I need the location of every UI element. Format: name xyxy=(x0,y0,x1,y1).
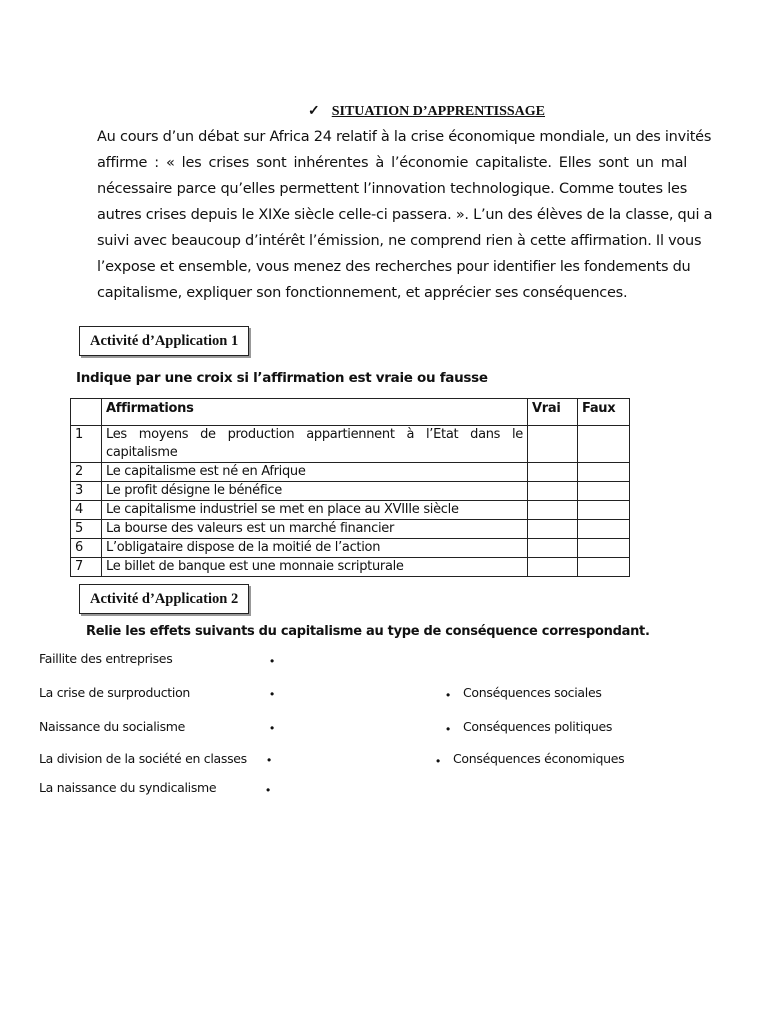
row-number: 1 xyxy=(71,426,102,463)
row-affirmation: Les moyens de production appartiennent à l’Etat dans le capitalisme xyxy=(102,426,528,463)
left-link-point[interactable]: • xyxy=(270,721,275,735)
effect-item: Naissance du socialisme xyxy=(39,719,186,734)
table-row xyxy=(71,501,630,520)
left-link-point[interactable]: • xyxy=(267,753,272,767)
paragraph-line: nécessaire parce qu’elles permettent l’innovation technologique. Comme toutes les xyxy=(97,181,687,197)
paragraph-line: affirme : « les crises sont inhérentes à l’économie capitaliste. Elles sont un mal xyxy=(97,155,687,171)
table-header-vrai: Vrai xyxy=(528,399,578,426)
row-number: 2 xyxy=(71,463,102,482)
row-affirmation: Le billet de banque est une monnaie scripturale xyxy=(102,558,528,577)
faux-cell[interactable] xyxy=(578,463,630,482)
right-link-point[interactable]: • xyxy=(436,754,441,768)
activity-1-instruction: Indique par une croix si l’affirmation est vraie ou fausse xyxy=(76,370,488,386)
activity-1-box: Activité d’Application 1 xyxy=(79,326,249,356)
row-number: 6 xyxy=(71,539,102,558)
table-row xyxy=(71,463,630,482)
activity-2-instruction: Relie les effets suivants du capitalisme au type de conséquence correspondant. xyxy=(86,624,650,639)
consequence-item: Conséquences sociales xyxy=(463,685,602,700)
vrai-cell[interactable] xyxy=(528,520,578,539)
row-affirmation: Le capitalisme industriel se met en place au XVIIIe siècle xyxy=(102,501,528,520)
table-header-num xyxy=(71,399,102,426)
check-icon: ✓ xyxy=(308,104,320,119)
vrai-cell[interactable] xyxy=(528,482,578,501)
effect-item: Faillite des entreprises xyxy=(39,651,173,666)
row-affirmation: La bourse des valeurs est un marché financier xyxy=(102,520,528,539)
effect-item: La naissance du syndicalisme xyxy=(39,780,217,795)
table-row xyxy=(71,520,630,539)
faux-cell[interactable] xyxy=(578,558,630,577)
activity-2-box: Activité d’Application 2 xyxy=(79,584,249,614)
row-affirmation: L’obligataire dispose de la moitié de l’action xyxy=(102,539,528,558)
table-header-affirmations: Affirmations xyxy=(102,399,528,426)
faux-cell[interactable] xyxy=(578,520,630,539)
table-header-faux: Faux xyxy=(578,399,630,426)
vrai-cell[interactable] xyxy=(528,558,578,577)
effect-item: La crise de surproduction xyxy=(39,685,191,700)
left-link-point[interactable]: • xyxy=(270,654,275,668)
row-number: 4 xyxy=(71,501,102,520)
row-number: 5 xyxy=(71,520,102,539)
vrai-cell[interactable] xyxy=(528,539,578,558)
table-row xyxy=(71,539,630,558)
row-affirmation: Le capitalisme est né en Afrique xyxy=(102,463,528,482)
section-title-text: SITUATION D’APPRENTISSAGE xyxy=(331,104,546,119)
paragraph-line: l’expose et ensemble, vous menez des recherches pour identifier les fondements du xyxy=(97,259,691,275)
situation-paragraph xyxy=(97,124,713,306)
row-number: 7 xyxy=(71,558,102,577)
faux-cell[interactable] xyxy=(578,501,630,520)
consequence-item: Conséquences politiques xyxy=(463,719,613,734)
consequence-item: Conséquences économiques xyxy=(453,751,625,766)
paragraph-line: capitalisme, expliquer son fonctionnement, et apprécier ses conséquences. xyxy=(97,285,628,301)
row-affirmation: Le profit désigne le bénéfice xyxy=(102,482,528,501)
table-row xyxy=(71,558,630,577)
row-number: 3 xyxy=(71,482,102,501)
paragraph-line: suivi avec beaucoup d’intérêt l’émission, ne comprend rien à cette affirmation. Il vous xyxy=(97,233,702,249)
right-link-point[interactable]: • xyxy=(446,688,451,702)
paragraph-line: Au cours d’un débat sur Africa 24 relatif à la crise économique mondiale, un des invités xyxy=(97,129,712,145)
affirmations-table xyxy=(70,398,630,577)
table-row xyxy=(71,482,630,501)
left-link-point[interactable]: • xyxy=(270,687,275,701)
left-link-point[interactable]: • xyxy=(266,783,271,797)
faux-cell[interactable] xyxy=(578,539,630,558)
table-row xyxy=(71,426,630,463)
table-header-row xyxy=(71,399,630,426)
vrai-cell[interactable] xyxy=(528,501,578,520)
vrai-cell[interactable] xyxy=(528,426,578,463)
faux-cell[interactable] xyxy=(578,482,630,501)
effect-item: La division de la société en classes xyxy=(39,751,247,766)
paragraph-line: autres crises depuis le XIXe siècle celle-ci passera. ». L’un des élèves de la classe, qui a xyxy=(97,207,713,223)
vrai-cell[interactable] xyxy=(528,463,578,482)
faux-cell[interactable] xyxy=(578,426,630,463)
right-link-point[interactable]: • xyxy=(446,722,451,736)
section-title xyxy=(308,103,545,120)
